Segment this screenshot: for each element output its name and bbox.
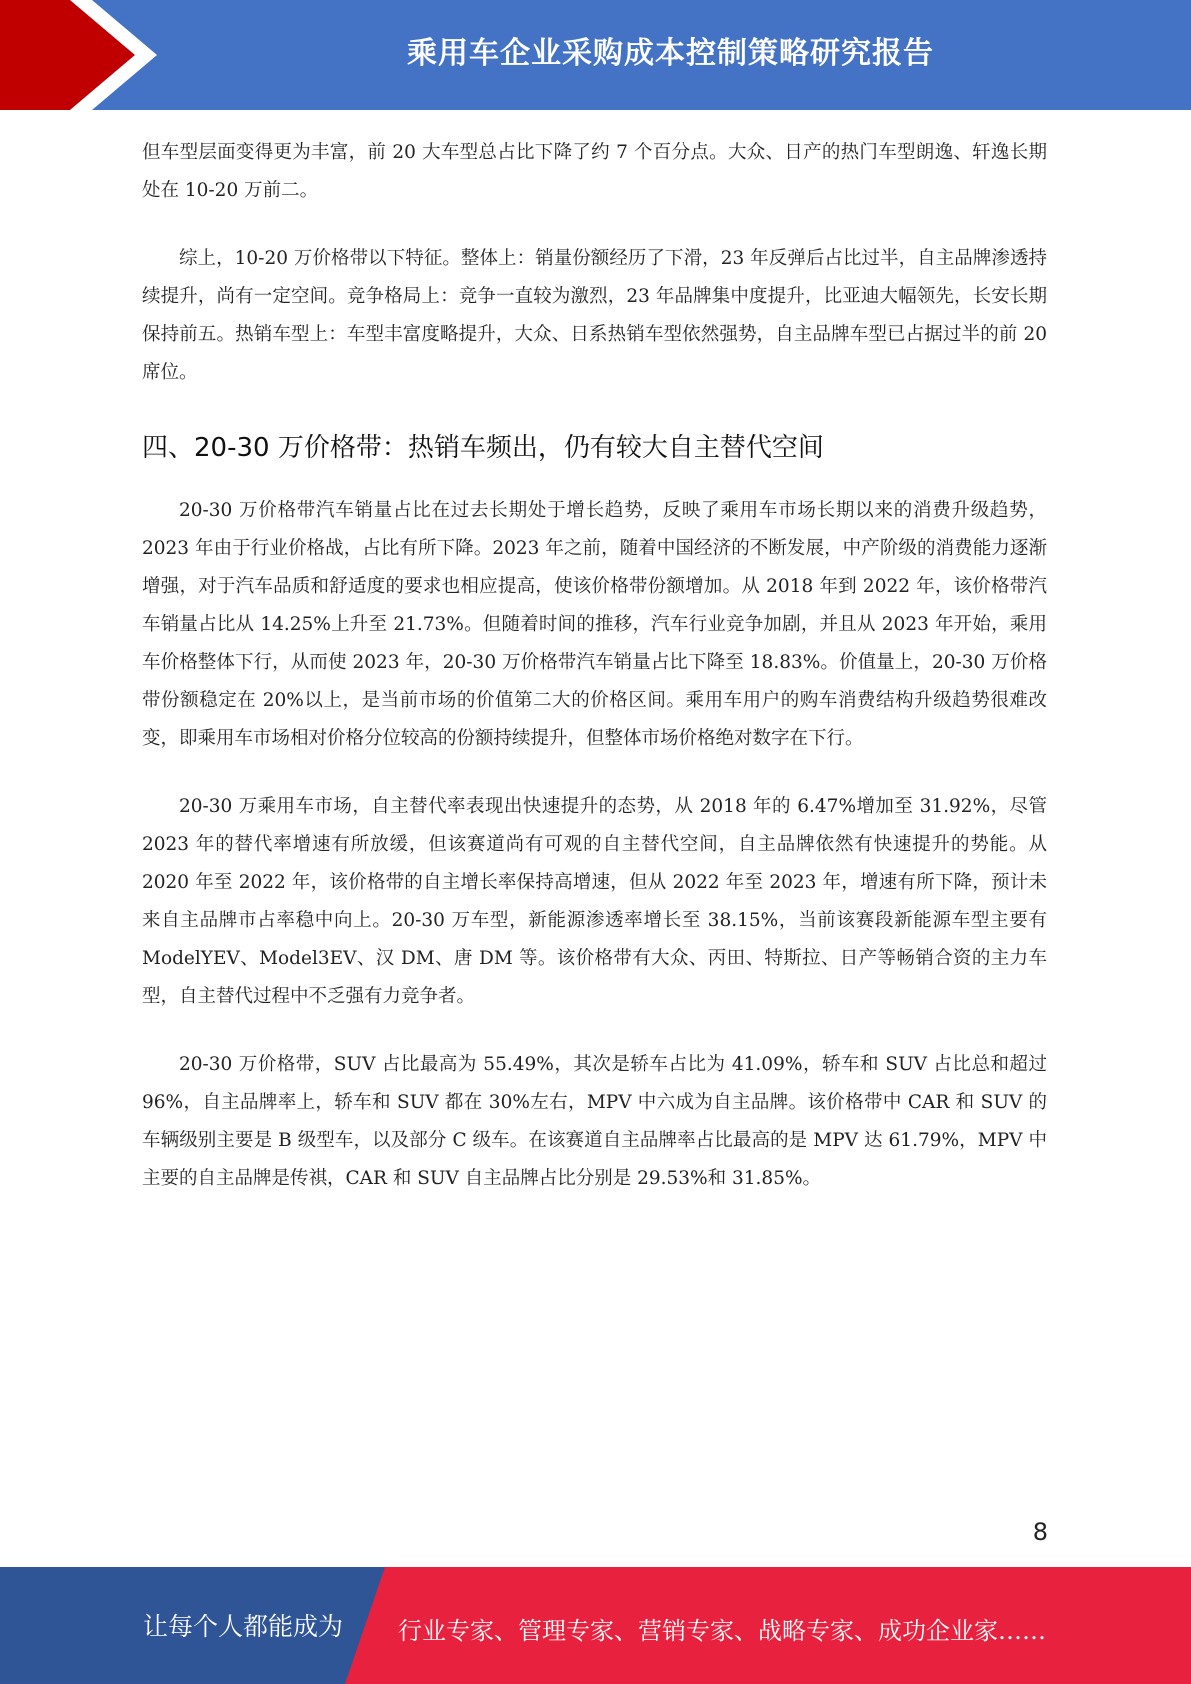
intro-paragraph-2: 综上，10-20 万价格带以下特征。整体上：销量份额经历了下滑，23 年反弹后占比过半，自主品牌渗透持续提升，尚有一定空间。竞争格局上：竞争一直较为激烈，23 年品牌集中度提升，比亚迪大幅领先，长安长期保持前五。热销车型上：车型丰富度略提升，大众、日系热销车型依然强势，自主品牌车型已占据过半的前 20 席位。 bbox=[142, 248, 1047, 383]
section-heading: 四、20-30 万价格带：热销车频出，仍有较大自主替代空间 bbox=[142, 433, 824, 463]
page-number: 8 bbox=[1032, 1518, 1048, 1546]
page-body bbox=[142, 134, 1047, 1198]
intro-paragraph-1: 但车型层面变得更为丰富，前 20 大车型总占比下降了约 7 个百分点。大众、日产的热门车型朗逸、轩逸长期处在 10-20 万前二。 bbox=[142, 142, 1047, 201]
section-paragraph-1: 20-30 万价格带汽车销量占比在过去长期处于增长趋势，反映了乘用车市场长期以来的消费升级趋势，2023 年由于行业价格战，占比有所下降。2023 年之前，随着中国经济的不断发展，中产阶级的消费能力逐渐增强，对于汽车品质和舒适度的要求也相应提高，使该价格带份额增加。从 2018 年到 2022 年，该价格带汽车销量占比从 14.25%上升至 21.73%。但随着时间的推移，汽车行业竞争加剧，并且从 2023 年开始，乘用车价格整体下行，从而使 2023 年，20-30 万价格带汽车销量占比下降至 18.83%。价值量上，20-30 万价格带份额稳定在 20%以上，是当前市场的价值第二大的价格区间。乘用车用户的购车消费结构升级趋势很难改变，即乘用车市场相对价格分位较高的份额持续提升，但整体市场价格绝对数字在下行。 bbox=[142, 500, 1047, 749]
section-paragraph-2: 20-30 万乘用车市场，自主替代率表现出快速提升的态势，从 2018 年的 6.47%增加至 31.92%，尽管 2023 年的替代率增速有所放缓，但该赛道尚有可观的自主替代空间，自主品牌依然有快速提升的势能。从 2020 年至 2022 年，该价格带的自主增长率保持高增速，但从 2022 年至 2023 年，增速有所下降，预计未来自主品牌市占率稳中向上。20-30 万车型，新能源渗透率增长至 38.15%，当前该赛段新能源车型主要有 ModelYEV、Model3EV、汉 DM、唐 DM 等。该价格带有大众、丙田、特斯拉、日产等畅销合资的主力车型，自主替代过程中不乏强有力竞争者。 bbox=[142, 796, 1047, 1007]
page-footer bbox=[0, 1567, 1191, 1684]
footer-slogan-right: 行业专家、管理专家、营销专家、战略专家、成功企业家…… bbox=[398, 1617, 1046, 1645]
page-header bbox=[0, 0, 1191, 110]
section-paragraph-3: 20-30 万价格带，SUV 占比最高为 55.49%，其次是轿车占比为 41.09%，轿车和 SUV 占比总和超过 96%，自主品牌率上，轿车和 SUV 都在 30%左右，MPV 中六成为自主品牌。该价格带中 CAR 和 SUV 的车辆级别主要是 B 级型车，以及部分 C 级车。在该赛道自主品牌率占比最高的是 MPV 达 61.79%，MPV 中主要的自主品牌是传祺，CAR 和 SUV 自主品牌占比分别是 29.53%和 31.85%。 bbox=[142, 1054, 1047, 1189]
footer-slogan-left: 让每个人都能成为 bbox=[143, 1612, 344, 1641]
report-title: 乘用车企业采购成本控制策略研究报告 bbox=[407, 36, 934, 71]
